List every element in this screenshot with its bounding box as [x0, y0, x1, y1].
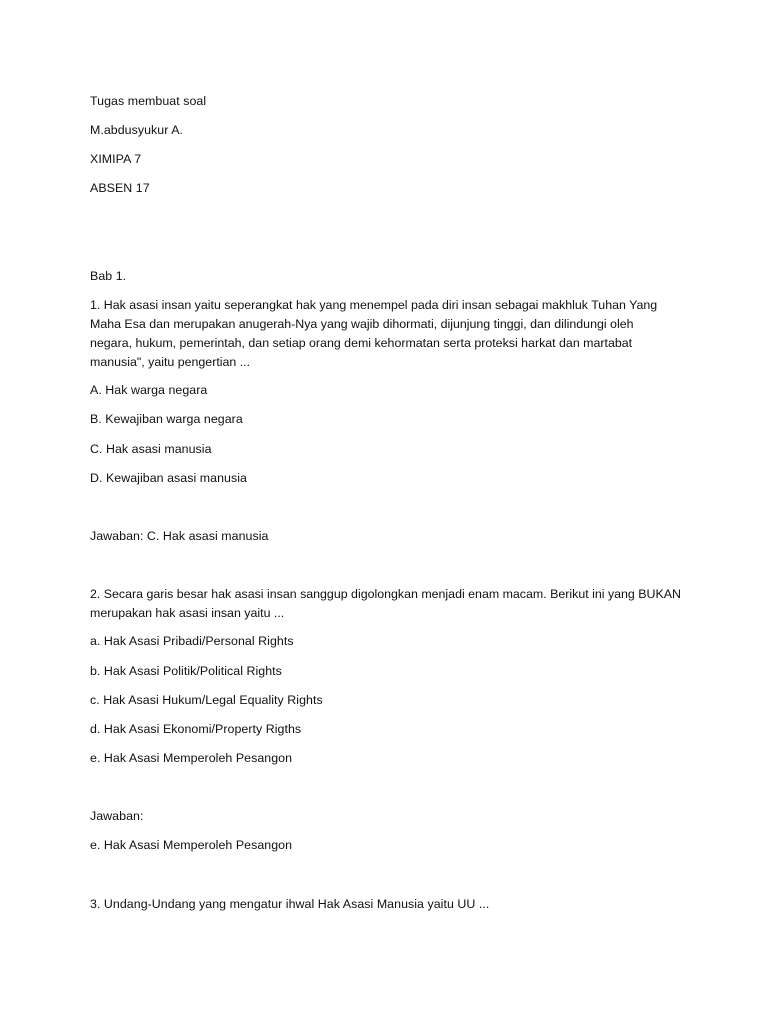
question-1-text: [90, 296, 690, 372]
question-1-answer: Jawaban: C. Hak asasi manusia: [90, 529, 269, 543]
question-2-option-b: b. Hak Asasi Politik/Political Rights: [90, 664, 282, 678]
question-3-text: 3. Undang-Undang yang mengatur ihwal Hak Asasi Manusia yaitu UU ...: [90, 897, 490, 911]
question-1-line: negara, hukum, pemerintah, dan setiap orang demi kehormatan serta proteksi harkat dan martabat: [90, 336, 633, 350]
question-1-option-c: C. Hak asasi manusia: [90, 442, 212, 456]
question-2-answer: e. Hak Asasi Memperoleh Pesangon: [90, 838, 293, 852]
student-absen: ABSEN 17: [90, 181, 150, 195]
student-name: M.abdusyukur A.: [90, 123, 184, 137]
chapter-heading: Bab 1.: [90, 269, 127, 283]
question-2-line: 2. Secara garis besar hak asasi insan sanggup digolongkan menjadi enam macam. Berikut ini yang BUKAN: [90, 587, 681, 601]
doc-title: Tugas membuat soal: [90, 94, 207, 108]
question-2-option-e: e. Hak Asasi Memperoleh Pesangon: [90, 751, 293, 765]
question-1-option-b: B. Kewajiban warga negara: [90, 412, 243, 426]
question-2-option-a: a. Hak Asasi Pribadi/Personal Rights: [90, 634, 294, 648]
question-2-answer-label: Jawaban:: [90, 809, 144, 823]
question-1-line: manusia", yaitu pengertian ...: [90, 355, 251, 369]
student-class: XIMIPA 7: [90, 152, 142, 166]
question-1-option-d: D. Kewajiban asasi manusia: [90, 471, 247, 485]
question-2-option-c: c. Hak Asasi Hukum/Legal Equality Rights: [90, 693, 323, 707]
question-1-line: 1. Hak asasi insan yaitu seperangkat hak yang menempel pada diri insan sebagai makhluk Tuhan Yang: [90, 298, 658, 312]
question-1-line: Maha Esa dan merupakan anugerah-Nya yang wajib dihormati, dijunjung tinggi, dan dilindungi oleh: [90, 317, 634, 331]
question-1-option-a: A. Hak warga negara: [90, 383, 208, 397]
question-2-option-d: d. Hak Asasi Ekonomi/Property Rigths: [90, 722, 302, 736]
question-2-text: [90, 585, 690, 623]
question-2-line: merupakan hak asasi insan yaitu ...: [90, 606, 285, 620]
